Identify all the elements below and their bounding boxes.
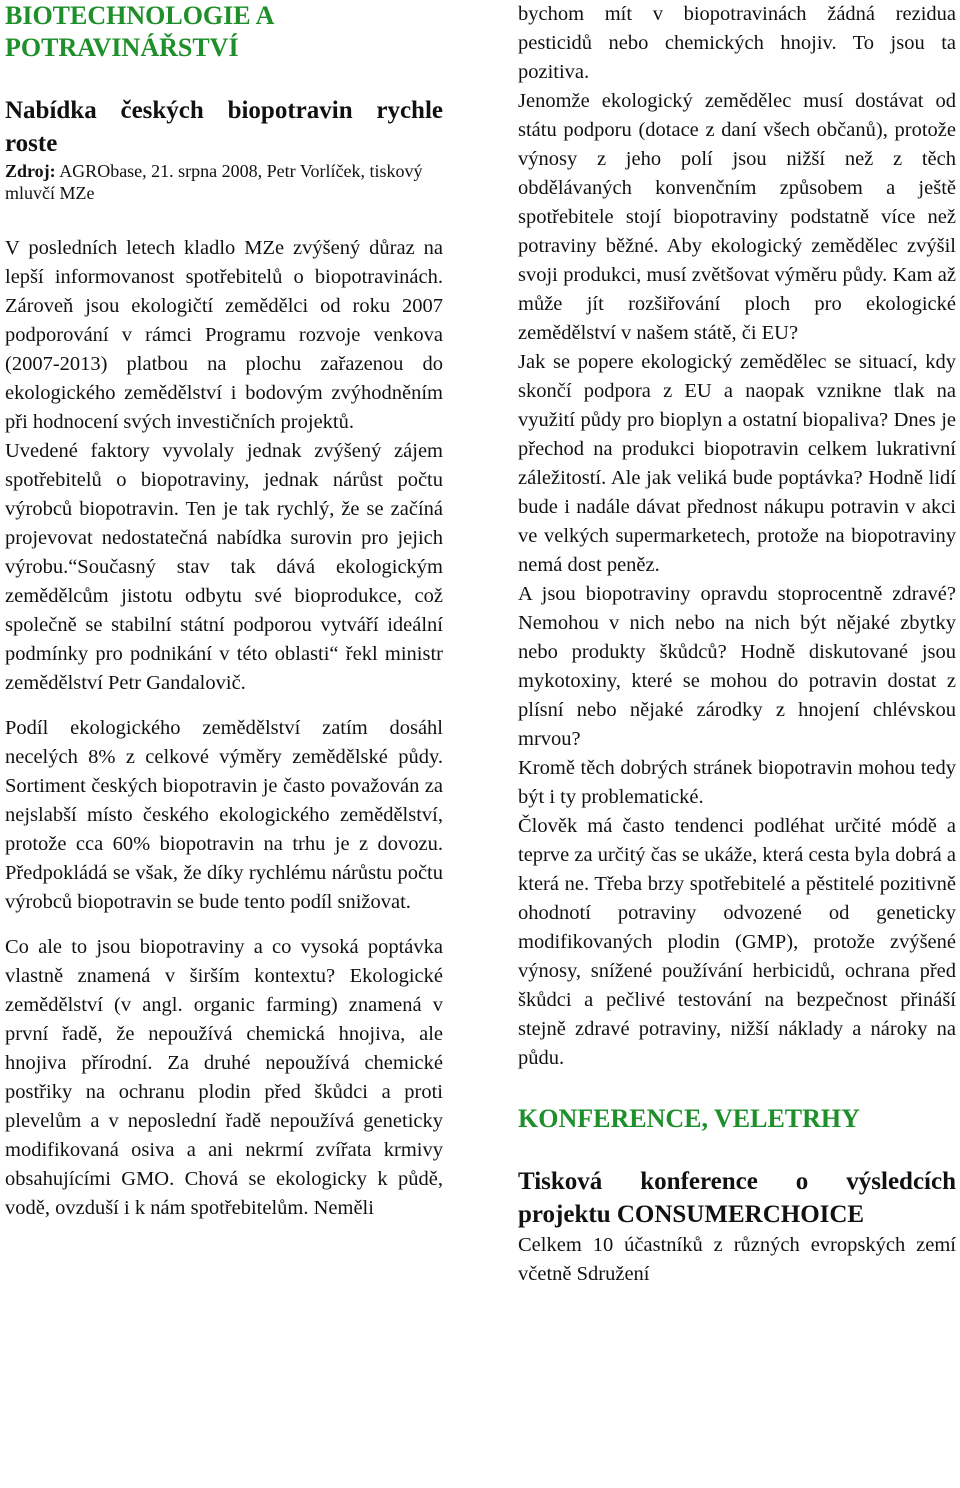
- paragraph: A jsou biopotraviny opravdu stoprocentně zdravé? Nemohou v nich nebo na nich být nějaké zbytky nebo produkty škůdců? Hodně diskutované jsou mykotoxiny, které se mohou do potravin dostat z plísní nebo nějaké zárodky z hnojení chlévskou mrvou?: [518, 583, 956, 750]
- paragraph: bychom mít v biopotravinách žádná rezidua pesticidů nebo chemických hnojiv. To jsou ta pozitiva.: [518, 3, 956, 83]
- paragraph: Kromě těch dobrých stránek biopotravin mohou tedy být i ty problematické.: [518, 757, 956, 808]
- article-source: [5, 160, 443, 204]
- paragraph: Celkem 10 účastníků z různých evropských zemí včetně Sdružení: [518, 1234, 956, 1285]
- paragraph: Člověk má často tendenci podléhat určité módě a teprve za určitý čas se ukáže, která cesta byla dobrá a která ne. Třeba brzy spotřebitelé a pěstitelé pozitivně ohodnotí potraviny odvozené od geneticky modifikovaných plodin (GMP), protože zvýšené výnosy, snížené používání herbicidů, ochrana před škůdci a pečlivé testování na bezpečnost přináší stejně zdravé potraviny, nižší náklady a nároky na půdu.: [518, 815, 956, 1069]
- right-column: [518, 0, 956, 1289]
- paragraph: Jak se popere ekologický zemědělec se situací, kdy skončí podpora z EU a naopak vznikne tlak na využití půdy pro bioplyn a ostatní biopaliva? Dnes je přechod na produkci biopotravin celkem lukrativní záležitostí. Ale jak veliká bude poptávka? Hodně lidí bude i nadále dávat přednost nákupu potravin v akci ve velkých supermarketech, protože na biopotraviny nemá dost peněz.: [518, 351, 956, 576]
- paragraph: Uvedené faktory vyvolaly jednak zvýšený zájem spotřebitelů o biopotraviny, jednak nárůst počtu výrobců biopotravin. Ten je tak rychlý, že se začíná projevovat nedostatečná nabídka surovin pro jejich výrobu.“Současný stav tak dává ekologickým zemědělcům jistotu odbytu své bioprodukce, což společně se stabilní státní podporou vytváří ideální podmínky pro podnikání v této oblasti“ řekl ministr zemědělství Petr Gandalovič.: [5, 440, 443, 694]
- article-title: Nabídka českých biopotravin rychle roste: [5, 97, 443, 157]
- section-heading-biotech: BIOTECHNOLOGIE A POTRAVINÁŘSTVÍ: [5, 1, 274, 62]
- source-text: AGRObase, 21. srpna 2008, Petr Vorlíček, tiskový mluvčí MZe: [5, 161, 423, 203]
- left-column: [5, 0, 443, 1223]
- paragraph: V posledních letech kladlo MZe zvýšený důraz na lepší informovanost spotřebitelů o biopotravinách. Zároveň jsou ekologičtí zemědělci od roku 2007 podporování v rámci Programu rozvoje venkova (2007-2013) platbou na plochu zařazenou do ekologického zemědělství i bodovým zvýhodněním při hodnocení svých investičních projektů.: [5, 237, 443, 433]
- paragraph: Jenomže ekologický zemědělec musí dostávat od státu podporu (dotace z daní všech občanů), protože výnosy z jeho polí jsou nižší než z těch obdělávaných konvenčním způsobem a ještě spotřebitele stojí biopotraviny podstatně více než potraviny běžné. Aby ekologický zemědělec zvýšil svoji produkci, musí zvětšovat výměru půdy. Kam až může jít rozšiřování ploch pro ekologické zemědělství v našem státě, či EU?: [518, 90, 956, 344]
- paragraph: Co ale to jsou biopotraviny a co vysoká poptávka vlastně znamená v širším kontextu? Ekologické zemědělství (v angl. organic farming) znamená v první řadě, že nepoužívá chemická hnojiva, ale hnojiva přírodní. Za druhé nepoužívá chemické postřiky na ochranu plodin před škůdci a proti plevelům a v neposlední řadě nepoužívá geneticky modifikovaná osiva a ani nekrmí zvířata krmivy obsahujícími GMO. Chová se ekologicky k půdě, vodě, ovzduší i k nám spotřebitelům. Neměli: [5, 936, 443, 1219]
- article-title: Tisková konference o výsledcích projektu CONSUMERCHOICE: [518, 1168, 956, 1228]
- section-heading-conferences: KONFERENCE, VELETRHY: [518, 1104, 860, 1133]
- paragraph: Podíl ekologického zemědělství zatím dosáhl necelých 8% z celkové výměry zemědělské půdy. Sortiment českých biopotravin je často považován za nejslabší místo českého ekologického zemědělství, protože cca 60% biopotravin na trhu je z dovozu. Předpokládá se však, že díky rychlému nárůstu počtu výrobců biopotravin se bude tento podíl snižovat.: [5, 717, 443, 913]
- source-label: Zdroj:: [5, 161, 56, 181]
